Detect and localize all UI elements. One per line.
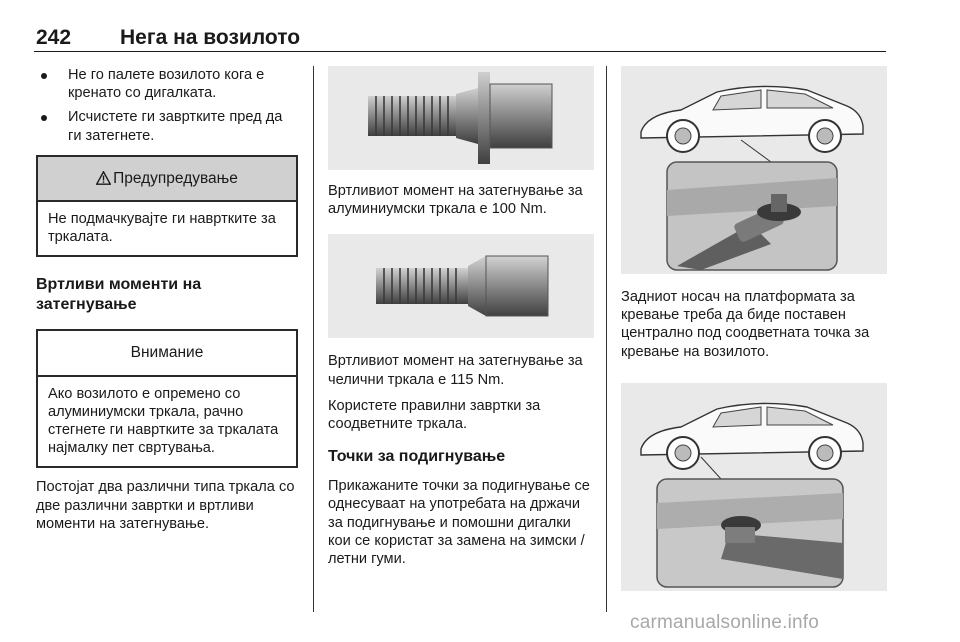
caption-rear-lift: Задниот носач на платформата за кревање треба да биде поставен централно под соодветната точка за кревање на возилото.	[621, 289, 870, 360]
alloy-wheel-bolt-illustration	[328, 66, 594, 170]
caption-steel-torque: Вртливиот момент на затегнување за челични тркала е 115 Nm.	[328, 353, 583, 388]
notice-box-header: Внимание	[38, 331, 296, 376]
column-divider-1	[313, 66, 314, 612]
warning-box-header	[38, 157, 296, 202]
column-divider-2	[606, 66, 607, 612]
paragraph-wheel-types: Постојат два различни типа тркала со две различни завртки и вртливи моменти на затегнување.	[36, 479, 295, 532]
column-2	[328, 66, 594, 576]
notice-box-body: Ако возилото е опремено со алуминиумски тркала, рачно стегнете ги навртките за тркалата најмалку пет свртувања.	[48, 385, 279, 457]
warning-box-title: Предупредување	[113, 169, 238, 187]
car-lift-point-front-icon	[621, 383, 887, 591]
car-lift-point-icon	[621, 66, 887, 274]
bullet-list	[36, 66, 298, 145]
page-number: 242	[36, 26, 72, 49]
column-3	[621, 66, 887, 591]
page-title: Нега на возилото	[120, 26, 301, 49]
section-heading-lifting: Точки за подигнување	[328, 448, 506, 466]
paragraph-lifting-points: Прикажаните точки за подигнување се однесуваат на употребата на држачи за подигнување и помошни дигалки кои се користат за замена на зимски / летни гуми.	[328, 478, 590, 568]
header-divider	[34, 51, 886, 52]
list-item: Исчистете ги завртките пред да ги затегнете.	[36, 108, 298, 144]
watermark: carmanualsonline.info	[630, 612, 820, 633]
steel-bolt-icon	[328, 234, 594, 338]
page-header	[36, 22, 886, 52]
column-1	[36, 66, 298, 541]
paragraph-correct-bolts: Користете правилни завртки за соодветните тркала.	[328, 397, 541, 433]
alloy-bolt-icon	[328, 66, 594, 170]
front-lifting-point-illustration	[621, 383, 887, 591]
warning-box-body: Не подмачкувајте ги навртките за тркалата.	[48, 211, 276, 246]
caption-alloy-torque: Вртливиот момент на затегнување за алуминиумски тркала е 100 Nm.	[328, 183, 583, 218]
rear-lifting-point-illustration	[621, 66, 887, 274]
bullet-dot-icon	[41, 73, 47, 79]
notice-box	[36, 329, 298, 468]
list-item: Не го палете возилото кога е кренато со дигалката.	[36, 66, 298, 102]
steel-wheel-bolt-illustration	[328, 234, 594, 338]
warning-box	[36, 155, 298, 258]
section-heading-torque: Вртливи моменти на затегнување	[36, 276, 202, 314]
bullet-dot-icon	[41, 115, 47, 121]
warning-triangle-icon	[96, 171, 111, 185]
